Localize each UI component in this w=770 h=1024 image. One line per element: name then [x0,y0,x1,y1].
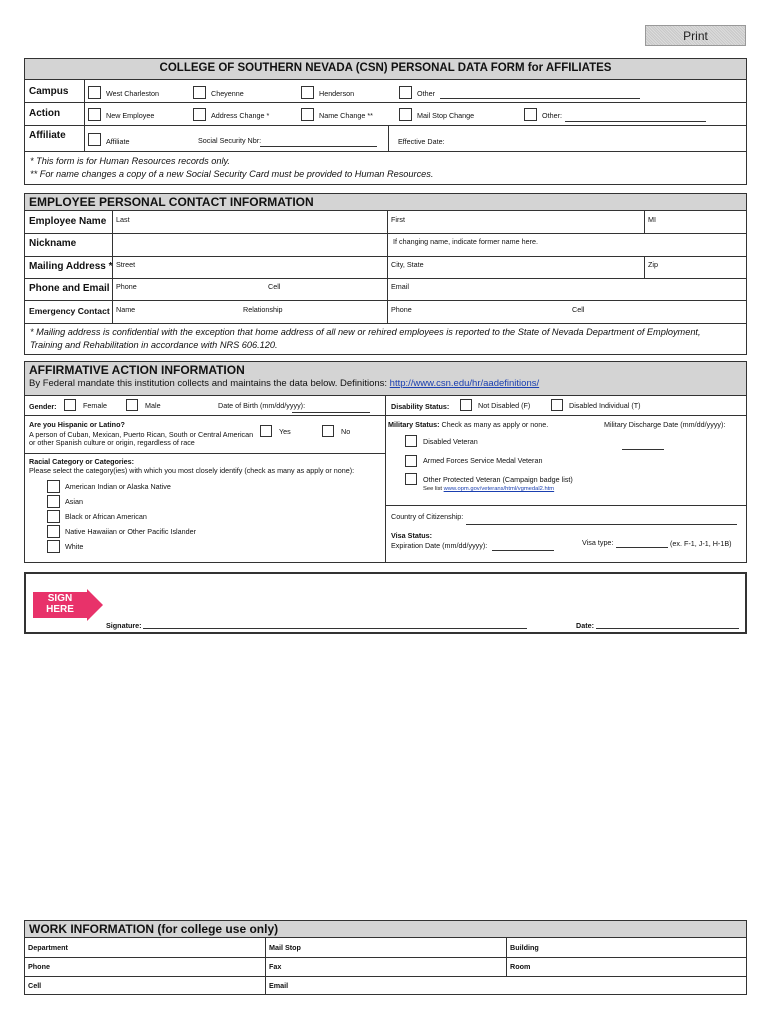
confidential-note-line1: * Mailing address is confidential with the exception that home address of all new or rehired employees is reported to the State of Nevada Department of Employment, [30,327,701,337]
action-other-field[interactable] [565,121,706,122]
signature-label: Signature: [106,621,142,630]
fax-field[interactable]: Fax [269,962,282,971]
action-new-employee-label: New Employee [106,111,155,120]
female-label: Female [83,401,107,410]
contact-section-title: EMPLOYEE PERSONAL CONTACT INFORMATION [29,195,314,209]
vgmedal-link[interactable]: www.opm.gov/veterans/html/vgmedal2.htm [443,486,555,492]
affirmative-mandate [29,378,539,389]
campus-other-field[interactable] [440,98,640,99]
employee-name-label: Employee Name [29,216,107,227]
hispanic-question: Are you Hispanic or Latino? [29,420,125,429]
race-white-checkbox[interactable] [47,540,60,553]
affiliate-checkbox[interactable] [88,133,101,146]
gender-label: Gender: [29,402,57,411]
other-protected-checkbox[interactable] [405,473,417,485]
action-label: Action [29,108,61,119]
not-disabled-checkbox[interactable] [460,399,472,411]
visa-type-label: Visa type: [582,538,614,547]
signature-date-field[interactable] [596,628,739,629]
military-desc: Check as many as apply or none. [441,420,549,429]
mail-stop-field[interactable]: Mail Stop [269,943,301,952]
visa-type-field[interactable] [616,547,668,548]
ec-phone-field[interactable]: Phone [391,305,412,314]
zip-field[interactable]: Zip [648,260,658,269]
male-label: Male [145,401,161,410]
visa-status-label: Visa Status: [391,531,433,540]
print-button[interactable]: Print [645,25,746,46]
former-name-field[interactable]: If changing name, indicate former name here. [393,237,539,246]
emergency-contact-label: Emergency Contact [29,306,110,316]
race-white-label: White [65,542,84,551]
race-black-checkbox[interactable] [47,510,60,523]
race-pacific-islander-checkbox[interactable] [47,525,60,538]
campus-west-charleston-label: West Charleston [106,89,159,98]
disability-label: Disability Status: [391,402,450,411]
action-name-change-checkbox[interactable] [301,108,314,121]
ssn-label: Social Security Nbr: [198,136,262,145]
nickname-field[interactable] [113,234,386,255]
campus-label: Campus [29,86,69,97]
hispanic-no-label: No [341,427,351,436]
email-field[interactable]: Email [391,282,409,291]
female-checkbox[interactable] [64,399,76,411]
campus-other-label: Other [417,89,435,98]
action-mail-stop-change-label: Mail Stop Change [417,111,475,120]
action-name-change-label: Name Change ** [319,111,373,120]
cell-field[interactable]: Cell [268,282,281,291]
action-address-change-label: Address Change * [211,111,270,120]
date-label: Date: [576,621,594,630]
campus-west-charleston-checkbox[interactable] [88,86,101,99]
discharge-date-field[interactable] [622,449,664,450]
work-phone-field[interactable]: Phone [28,962,50,971]
affiliate-option-label: Affiliate [106,137,130,146]
room-field[interactable]: Room [510,962,531,971]
disabled-label: Disabled Individual (T) [569,401,641,410]
work-cell-field[interactable]: Cell [28,981,42,990]
military-label: Military Status: [388,420,440,429]
form-title: COLLEGE OF SOUTHERN NEVADA (CSN) PERSONAL DATA FORM for AFFILIATES [159,62,612,74]
ec-name-field[interactable]: Name [116,305,136,314]
aa-definitions-link[interactable]: http://www.csn.edu/hr/aadefinitions/ [389,378,540,389]
discharge-date-label: Military Discharge Date (mm/dd/yyyy): [604,420,726,429]
action-other-checkbox[interactable] [524,108,537,121]
note-name-change: ** For name changes a copy of a new Social Security Card must be provided to Human Resources. [30,169,434,179]
work-email-field[interactable]: Email [269,981,289,990]
racial-label: Racial Category or Categories: [29,457,135,466]
see-list [423,486,554,492]
department-field[interactable]: Department [28,943,68,952]
dob-field[interactable] [292,412,370,413]
campus-other-checkbox[interactable] [399,86,412,99]
sign-here-text [40,593,80,615]
mailing-address-label: Mailing Address * [29,261,113,272]
military-status [388,420,548,429]
phone-field[interactable]: Phone [116,282,137,291]
male-checkbox[interactable] [126,399,138,411]
action-mail-stop-change-checkbox[interactable] [399,108,412,121]
effective-date-label: Effective Date: [398,137,445,146]
work-table [24,938,747,995]
nickname-label: Nickname [29,238,77,249]
expiration-date-label: Expiration Date (mm/dd/yyyy): [391,541,488,550]
racial-desc: Please select the category(ies) with which you most closely identify (check as many as apply or none): [29,466,355,475]
work-section-title: WORK INFORMATION (for college use only) [29,922,279,936]
hispanic-no-checkbox[interactable] [322,425,334,437]
see-list-text: See list [423,486,444,492]
first-name-field[interactable]: First [391,215,405,224]
action-new-employee-checkbox[interactable] [88,108,101,121]
mandate-text: By Federal mandate this institution collects and maintains the data below. Definitions: [29,378,390,389]
ec-cell-field[interactable]: Cell [572,305,585,314]
affiliate-label: Affiliate [29,130,66,141]
building-field[interactable]: Building [510,943,539,952]
confidential-note-line2: Training and Rehabilitation in accordance with NRS 606.120. [30,340,278,350]
not-disabled-label: Not Disabled (F) [478,401,531,410]
campus-cheyenne-checkbox[interactable] [193,86,206,99]
race-asian-checkbox[interactable] [47,495,60,508]
race-pacific-islander-label: Native Hawaiian or Other Pacific Islander [65,527,197,536]
armed-forces-label: Armed Forces Service Medal Veteran [423,456,543,465]
mi-field[interactable]: MI [648,215,656,224]
race-asian-label: Asian [65,497,83,506]
action-address-change-checkbox[interactable] [193,108,206,121]
last-name-field[interactable]: Last [116,215,130,224]
armed-forces-checkbox[interactable] [405,455,417,467]
sign-text-line1: SIGN [47,593,73,604]
dob-label: Date of Birth (mm/dd/yyyy): [218,401,306,410]
campus-henderson-checkbox[interactable] [301,86,314,99]
affirmative-section-title: AFFIRMATIVE ACTION INFORMATION [29,363,245,377]
street-field[interactable]: Street [116,260,136,269]
phone-email-label: Phone and Email [29,283,110,294]
hispanic-desc-line1: A person of Cuban, Mexican, Puerto Rican, South or Central American [29,430,254,439]
ssn-field[interactable] [260,146,377,147]
disabled-veteran-checkbox[interactable] [405,435,417,447]
ec-relationship-field[interactable]: Relationship [243,305,283,314]
race-american-indian-checkbox[interactable] [47,480,60,493]
hispanic-desc-line2: or other Spanish culture or origin, regardless of race [29,438,195,447]
hispanic-yes-checkbox[interactable] [260,425,272,437]
citizenship-label: Country of Citizenship: [391,512,464,521]
other-protected-label: Other Protected Veteran (Campaign badge list) [423,475,573,484]
expiration-date-field[interactable] [492,550,554,551]
city-state-field[interactable]: City, State [391,260,424,269]
campus-henderson-label: Henderson [319,89,355,98]
race-american-indian-label: American Indian or Alaska Native [65,482,171,491]
disabled-checkbox[interactable] [551,399,563,411]
visa-type-example: (ex. F-1, J-1, H-1B) [670,539,732,548]
citizenship-field[interactable] [466,524,737,525]
hispanic-yes-label: Yes [279,427,291,436]
signature-field[interactable] [143,628,527,629]
campus-cheyenne-label: Cheyenne [211,89,244,98]
note-hr-records: * This form is for Human Resources records only. [30,156,230,166]
race-black-label: Black or African American [65,512,147,521]
disabled-veteran-label: Disabled Veteran [423,437,478,446]
sign-text-line2: HERE [46,604,74,615]
action-other-label: Other: [542,111,562,120]
